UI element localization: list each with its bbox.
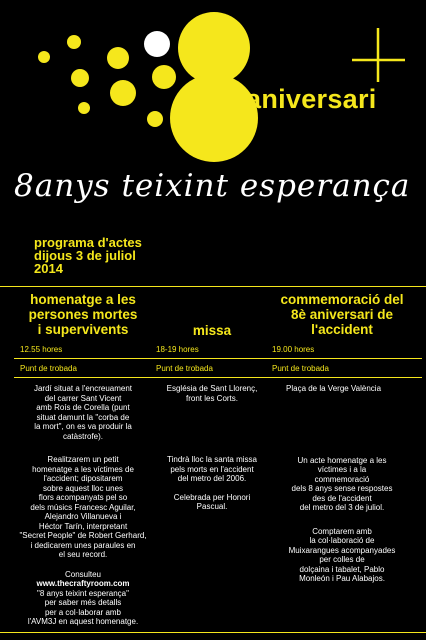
divider <box>262 358 422 359</box>
anniversary-word: aniversari <box>246 84 377 114</box>
dot-yellow <box>78 102 90 114</box>
event-description: Tindrà lloc la santa missa pels morts en l'accident del metro del 2006. <box>167 455 257 483</box>
event-place: Jardí situat a l'encreuament del carrer Sant Vicent amb Roís de Corella (punt situat damunt la "corba de la mort", on es va produir la catàstrofe). <box>33 384 133 441</box>
dot-yellow <box>71 69 89 87</box>
dot-yellow <box>147 111 163 127</box>
programa-date: dijous 3 de juliol <box>34 248 136 263</box>
divider <box>14 377 152 378</box>
event-place: Església de Sant Llorenç, front les Corts. <box>166 384 258 403</box>
programa-line: programa d'actes <box>34 235 142 250</box>
dot-yellow <box>152 65 176 89</box>
dot-yellow <box>67 35 81 49</box>
dot-yellow <box>107 47 129 69</box>
dot-yellow <box>38 51 50 63</box>
event-title: commemoració del 8è aniversari de l'accident <box>280 292 404 337</box>
programa-year: 2014 <box>34 261 63 276</box>
event-place: Plaça de la Verge València <box>286 384 382 393</box>
big-eight <box>170 12 258 162</box>
programa-block <box>34 236 142 275</box>
event-time: 18-19 hores <box>156 345 199 354</box>
event-description: Realitzarem un petit homenatge a les víctimes de l'accident; dipositarem sobre aquest lloc unes flors acompanyats pel so dels músics Francesc Aguilar, Alejandro Villanueva i Héctor Tarín, interpretant "Secret People" de Robert Gerhard, i dedicarem unes paraules en el seu record. <box>19 455 147 559</box>
website-link[interactable]: www.thecraftyroom.com <box>36 579 130 588</box>
meeting-point-label: Punt de trobada <box>20 364 77 373</box>
event-description: Un acte homenatge a les víctimes i a la commemoració dels 8 anys sense respostes des de l'accident del metro del 3 de juliol. <box>291 455 393 512</box>
divider <box>152 358 262 359</box>
dot-yellow <box>110 80 136 106</box>
script-title: 8anys teixint esperança <box>14 168 411 204</box>
event-commemoracio <box>262 292 422 584</box>
consult-note: Consulteu www.thecraftyroom.com "8 anys teixint esperança" per saber més detalls per a col·laborar amb l'AVM3J en aquest homenatge. <box>14 570 152 627</box>
event-title: homenatge a les persones mortes i supervivents <box>28 292 138 337</box>
divider <box>152 377 262 378</box>
event-homenatge <box>14 292 152 627</box>
event-title: missa <box>192 323 232 338</box>
divider <box>0 286 426 287</box>
bottom-divider <box>0 632 426 633</box>
dot-white <box>144 31 170 57</box>
meeting-point-label: Punt de trobada <box>272 364 329 373</box>
divider <box>14 358 152 359</box>
event-missa <box>152 292 272 512</box>
meeting-point-label: Punt de trobada <box>156 364 213 373</box>
event-extra: Celebrada per Honori Pascual. <box>173 492 251 511</box>
event-time: 19.00 hores <box>272 345 315 354</box>
divider <box>262 377 422 378</box>
event-time: 12.55 hores <box>20 345 63 354</box>
plus-icon <box>352 28 405 82</box>
event-extra: Comptarem amb la col·laboració de Muixarangues acompanyades per colles de dolçaina i tabalet, Pablo Monleón i Pau Alabajos. <box>288 526 396 583</box>
